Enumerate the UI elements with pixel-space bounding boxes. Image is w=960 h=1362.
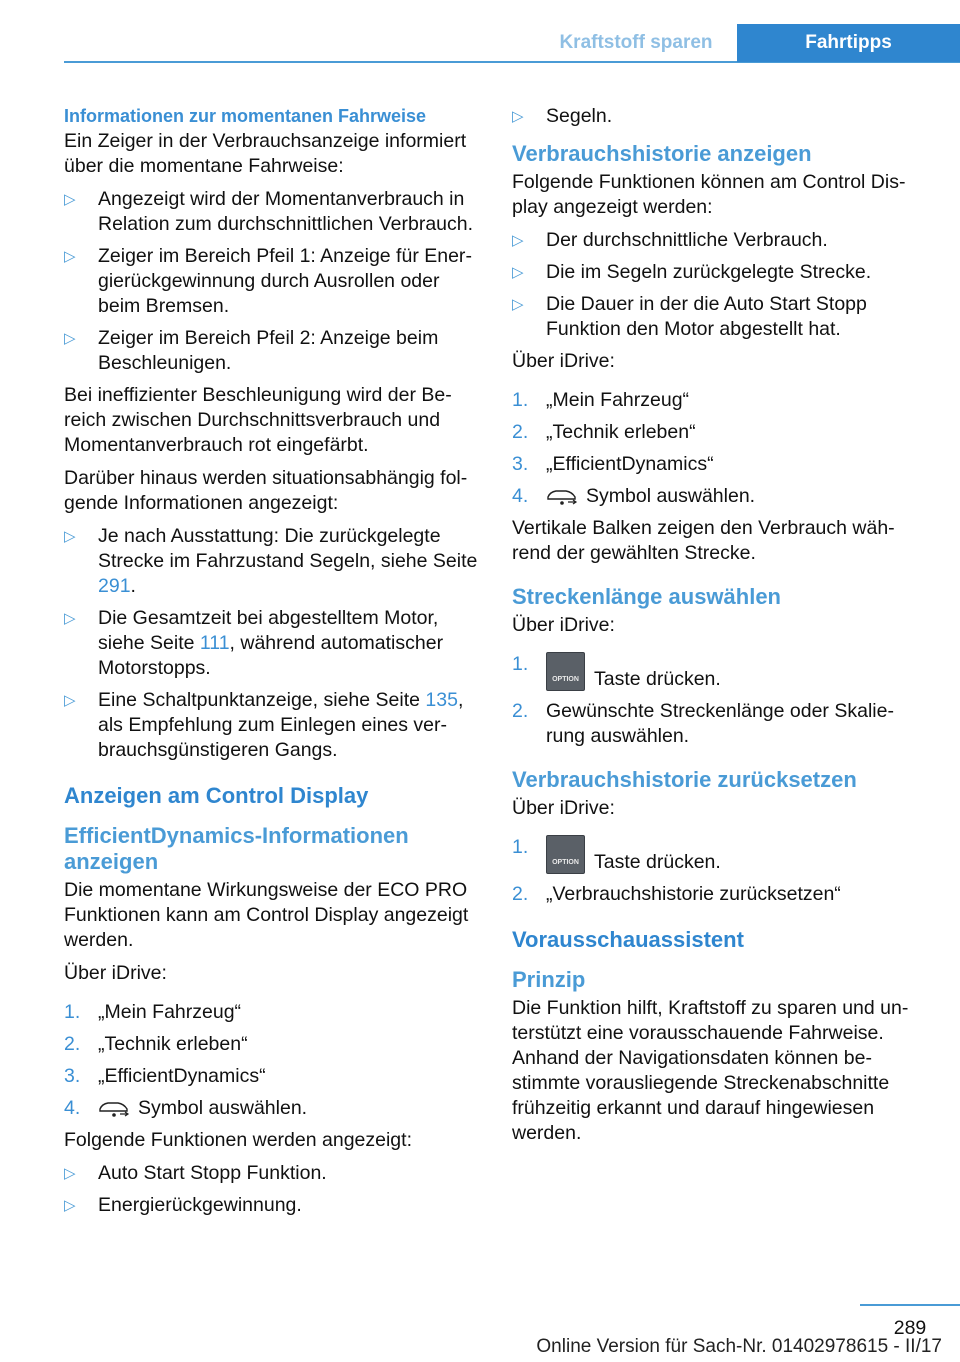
heading-info: Informationen zur momentanen Fahrweise bbox=[64, 106, 427, 126]
heading-efficientdynamics: EfficientDynamics-Informationen anzeigen bbox=[64, 823, 409, 874]
paragraph-info: Ein Zeiger in der Verbrauchsanzeige informiert über die momentane Fahrweise: bbox=[64, 130, 467, 177]
step-item: 4. Symbol auswählen. bbox=[512, 485, 756, 507]
page-link-291[interactable]: 291 bbox=[98, 575, 131, 597]
list-item: ▷ Energierückgewinnung. bbox=[64, 1194, 302, 1216]
page-number: 289 bbox=[893, 1317, 927, 1339]
triangle-bullet-icon: ▷ bbox=[64, 692, 76, 709]
list-item: ▷ Auto Start Stopp Funktion. bbox=[64, 1162, 327, 1184]
triangle-bullet-icon: ▷ bbox=[64, 610, 76, 627]
triangle-bullet-icon: ▷ bbox=[512, 296, 524, 313]
paragraph-vertikal: Vertikale Balken zeigen den Verbrauch während der gewählten Strecke. bbox=[512, 517, 895, 564]
paragraph-prinzip: Die Funktion hilft, Kraftstoff zu sparen und unterstützt eine vorausschauende Fahrweise. Anhand der Navigationsdaten können bestimmte vorausliegende Streckenabschnitte frühzeitig erkannt und darauf hingewiesen werden. bbox=[512, 997, 909, 1144]
list-item: ▷ Zeiger im Bereich Pfeil 2: Anzeige beim Beschleunigen. bbox=[64, 327, 439, 374]
paragraph-ineffizient: Bei ineffizienter Beschleunigung wird der Bereich zwischen Durchschnittsverbrauch und Momentanverbrauch rot eingefärbt. bbox=[64, 384, 452, 456]
step-item: 1. OPTION Taste drücken. bbox=[512, 653, 721, 690]
step-item: 3. „EfficientDynamics“ bbox=[512, 453, 714, 475]
triangle-bullet-icon: ▷ bbox=[64, 1165, 76, 1182]
triangle-bullet-icon: ▷ bbox=[512, 232, 524, 249]
page-link-111[interactable]: 111 bbox=[199, 632, 230, 654]
step-item: 1. „Mein Fahrzeug“ bbox=[512, 389, 690, 411]
left-column bbox=[64, 104, 482, 1225]
paragraph-idrive: Über iDrive: bbox=[512, 797, 615, 819]
triangle-bullet-icon: ▷ bbox=[64, 1197, 76, 1214]
list-item: ▷ Eine Schaltpunktanzeige, siehe Seite 135, als Empfehlung zum Einlegen eines verbrauchsgünstigeren Gangs. bbox=[64, 689, 464, 761]
idrive-steps bbox=[512, 388, 922, 509]
paragraph-eff: Die momentane Wirkungsweise der ECO PRO Funktionen kann am Control Display angezeigt werden. bbox=[64, 879, 469, 951]
option-button-icon: OPTION bbox=[546, 652, 585, 691]
car-history-icon bbox=[546, 487, 578, 505]
info-list bbox=[64, 187, 482, 376]
tab-chapter: Fahrtipps bbox=[737, 24, 960, 62]
paragraph-idrive: Über iDrive: bbox=[64, 962, 167, 984]
step-item: 1. OPTION Taste drücken. bbox=[512, 836, 721, 873]
paragraph-hist: Folgende Funktionen können am Control Display angezeigt werden: bbox=[512, 171, 906, 218]
step-item: 2. „Technik erleben“ bbox=[512, 421, 696, 443]
list-item: ▷ Die Gesamtzeit bei abgestelltem Motor, siehe Seite 111, während automatischer Motorstopps. bbox=[64, 607, 444, 679]
list-item: ▷ Je nach Ausstattung: Die zurückgelegte Strecke im Fahrzustand Segeln, siehe Seite 291. bbox=[64, 525, 478, 597]
triangle-bullet-icon: ▷ bbox=[64, 330, 76, 347]
triangle-bullet-icon: ▷ bbox=[64, 248, 76, 265]
history-list bbox=[512, 228, 922, 342]
paragraph-idrive: Über iDrive: bbox=[512, 350, 615, 372]
heading-historie-zuruecksetzen: Verbrauchshistorie zurücksetzen bbox=[512, 767, 857, 792]
heading-vorausschau: Vorausschauassistent bbox=[512, 927, 744, 952]
function-list-continued bbox=[512, 104, 922, 129]
step-item: 1. „Mein Fahrzeug“ bbox=[64, 1001, 242, 1023]
page-link-135[interactable]: 135 bbox=[425, 689, 458, 711]
heading-streckenlaenge: Streckenlänge auswählen bbox=[512, 584, 781, 609]
online-version-footer: Online Version für Sach-Nr. 01402978615 - II/17 bbox=[536, 1336, 942, 1357]
function-list bbox=[64, 1161, 482, 1218]
list-item: ▷ Der durchschnittliche Verbrauch. bbox=[512, 229, 828, 251]
paragraph-darueber: Darüber hinaus werden situationsabhängig folgende Informationen angezeigt: bbox=[64, 467, 468, 514]
heading-prinzip: Prinzip bbox=[512, 967, 586, 992]
situation-list bbox=[64, 524, 482, 763]
step-item: 4. Symbol auswählen. bbox=[64, 1097, 308, 1119]
idrive-steps bbox=[64, 1000, 482, 1121]
footer-rule bbox=[860, 1304, 960, 1306]
option-button-icon: OPTION bbox=[546, 835, 585, 874]
heading-control-display: Anzeigen am Control Display bbox=[64, 783, 369, 808]
step-item: 3. „EfficientDynamics“ bbox=[64, 1065, 266, 1087]
car-eco-icon bbox=[98, 1099, 130, 1117]
triangle-bullet-icon: ▷ bbox=[64, 191, 76, 208]
paragraph-idrive: Über iDrive: bbox=[512, 614, 615, 636]
reset-steps bbox=[512, 835, 922, 907]
paragraph-folgende: Folgende Funktionen werden angezeigt: bbox=[64, 1129, 412, 1151]
list-item: ▷ Angezeigt wird der Momentanverbrauch in Relation zum durchschnittlichen Verbrauch. bbox=[64, 188, 474, 235]
step-item: 2. „Verbrauchshistorie zurücksetzen“ bbox=[512, 883, 841, 905]
list-item: ▷ Die im Segeln zurückgelegte Strecke. bbox=[512, 261, 872, 283]
step-item: 2. „Technik erleben“ bbox=[64, 1033, 248, 1055]
step-item: 2. Gewünschte Streckenlänge oder Skalierung auswählen. bbox=[512, 700, 894, 747]
triangle-bullet-icon: ▷ bbox=[512, 108, 524, 125]
heading-historie-anzeigen: Verbrauchshistorie anzeigen bbox=[512, 141, 812, 166]
triangle-bullet-icon: ▷ bbox=[64, 528, 76, 545]
list-item: ▷ Zeiger im Bereich Pfeil 1: Anzeige für Energierückgewinnung durch Ausrollen oder beim Bremsen. bbox=[64, 245, 472, 317]
list-item: ▷ Segeln. bbox=[512, 105, 613, 127]
right-column bbox=[512, 104, 922, 1154]
tab-section: Kraftstoff sparen bbox=[559, 32, 713, 53]
length-steps bbox=[512, 652, 922, 749]
list-item: ▷ Die Dauer in der die Auto Start Stopp Funktion den Motor abgestellt hat. bbox=[512, 293, 867, 340]
triangle-bullet-icon: ▷ bbox=[512, 264, 524, 281]
